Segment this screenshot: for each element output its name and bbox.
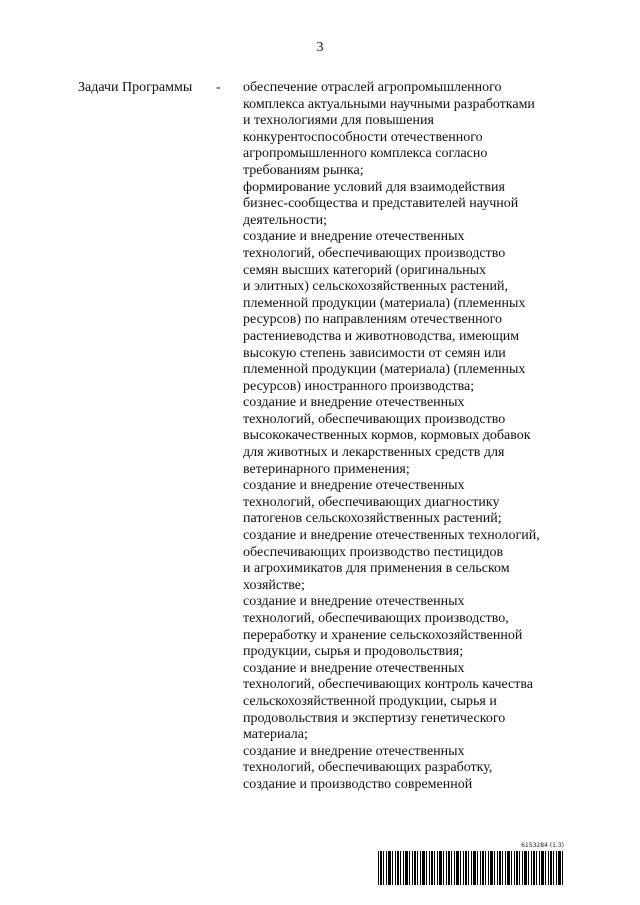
- section-content: [243, 80, 583, 794]
- content-line: агропромышленного комплекса согласно: [243, 146, 488, 162]
- content-line: высококачественных кормов, кормовых добавок: [243, 428, 531, 444]
- content-line: переработку и хранение сельскохозяйственной: [243, 627, 523, 643]
- content-line: продукции, сырья и продовольствия;: [243, 644, 464, 660]
- content-line: продовольствия и экспертизу генетического: [243, 710, 506, 726]
- content-line: создание и внедрение отечественных технологий,: [243, 528, 540, 544]
- content-line: создание и внедрение отечественных: [243, 229, 465, 245]
- content-line: создание и внедрение отечественных: [243, 743, 465, 759]
- content-line: технологий, обеспечивающих контроль качества: [243, 677, 534, 693]
- content-line: деятельности;: [243, 212, 328, 228]
- content-line: создание и внедрение отечественных: [243, 660, 465, 676]
- content-line: для животных и лекарственных средств для: [243, 445, 505, 461]
- page-number: 3: [316, 40, 324, 55]
- content-line: сельскохозяйственной продукции, сырья и: [243, 693, 497, 709]
- content-line: патогенов сельскохозяйственных растений;: [243, 511, 502, 527]
- content-line: семян высших категорий (оригинальных: [243, 262, 487, 278]
- content-line: создание и внедрение отечественных: [243, 594, 465, 610]
- content-line: ресурсов) иностранного производства;: [243, 378, 475, 394]
- content-line: хозяйстве;: [243, 577, 305, 593]
- content-line: ресурсов) по направлениям отечественного: [243, 312, 503, 328]
- content-line: требованиям рынка;: [243, 162, 364, 178]
- content-line: технологий, обеспечивающих производство: [243, 411, 506, 427]
- section-dash: -: [216, 80, 221, 95]
- content-line: создание и внедрение отечественных: [243, 395, 465, 411]
- content-line: конкурентоспособности отечественного: [243, 129, 483, 145]
- content-line: технологий, обеспечивающих диагностику: [243, 494, 500, 510]
- content-line: формирование условий для взаимодействия: [243, 179, 505, 195]
- content-line: и элитных) сельскохозяйственных растений,: [243, 279, 508, 295]
- content-line: обеспечение отраслей агропромышленного: [243, 80, 502, 95]
- content-line: комплекса актуальными научными разработками: [243, 96, 535, 112]
- content-line: технологий, обеспечивающих производство,: [243, 611, 509, 626]
- barcode-block: [378, 842, 564, 886]
- content-line: ветеринарного применения;: [243, 461, 410, 477]
- content-line: обеспечивающих производство пестицидов: [243, 544, 504, 560]
- content-line: технологий, обеспечивающих разработку,: [243, 760, 493, 776]
- content-line: создание и внедрение отечественных: [243, 478, 465, 494]
- content-line: племенной продукции (материала) (племенных: [243, 362, 526, 378]
- content-line: растениеводства и животноводства, имеющим: [243, 328, 520, 344]
- barcode-code: 6153284 (1.3): [521, 842, 564, 849]
- content-line: создание и производство современной: [243, 776, 473, 792]
- content-line: высокую степень зависимости от семян или: [243, 345, 506, 361]
- content-line: и агрохимикатов для применения в сельском: [243, 561, 510, 577]
- section-label: Задачи Программы: [78, 80, 193, 95]
- content-line: бизнес-сообщества и представителей научной: [243, 196, 519, 212]
- barcode-image: [378, 851, 564, 885]
- content-line: материала;: [243, 727, 308, 743]
- content-line: технологий, обеспечивающих производство: [243, 245, 506, 261]
- content-line: племенной продукции (материала) (племенных: [243, 295, 526, 311]
- content-line: и технологиями для повышения: [243, 113, 434, 129]
